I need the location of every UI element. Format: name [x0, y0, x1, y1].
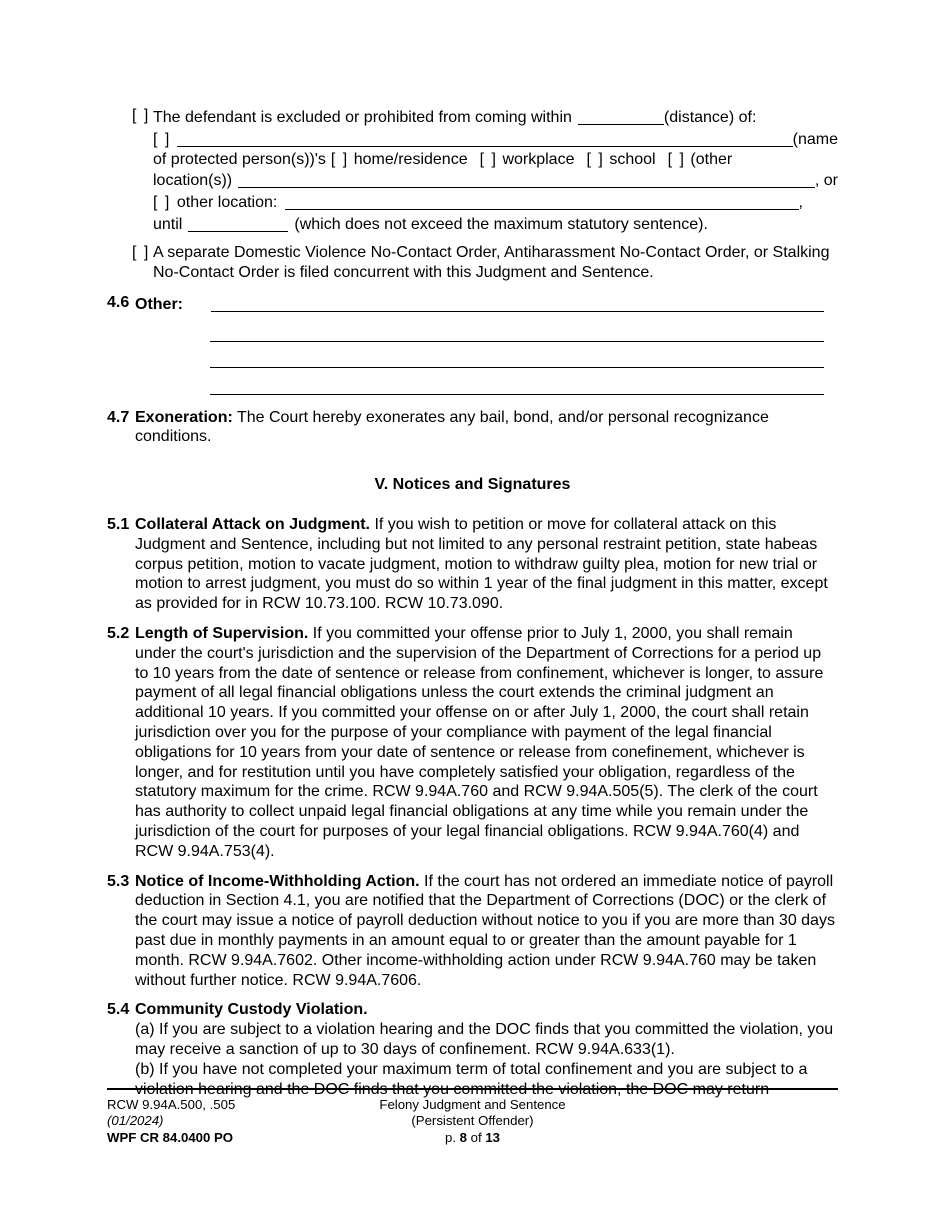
- protected-person-name-blank-field[interactable]: [177, 131, 793, 147]
- other-location-blank-field[interactable]: [285, 194, 798, 210]
- section-label: Community Custody Violation.: [135, 1001, 368, 1019]
- other-blank-field[interactable]: [210, 342, 824, 369]
- exclusion-line-1: [153, 106, 838, 128]
- other-blank-field[interactable]: [211, 296, 824, 312]
- page-of: of: [470, 1129, 482, 1145]
- clause-text: (name: [792, 130, 838, 148]
- clause-text: of protected person(s))'s: [153, 150, 326, 168]
- other-label-line: [135, 293, 838, 315]
- checkbox[interactable]: [ ]: [479, 150, 498, 168]
- footer-form-number: WPF CR 84.0400 PO: [107, 1129, 234, 1145]
- section-label: Length of Supervision.: [135, 625, 309, 643]
- section-5-3-income-withholding: [107, 872, 838, 991]
- checkbox[interactable]: [ ]: [153, 194, 171, 212]
- checkbox[interactable]: [ ]: [132, 107, 150, 124]
- footer-rcw-citation: RCW 9.94A.500, .505: [107, 1097, 236, 1112]
- paragraph-b: (b) If you have not completed your maximum term of total confinement and you are subject to a violation hearing and the DOC finds that you committed the violation, the DOC may return: [135, 1060, 808, 1098]
- clause-text: , or: [814, 172, 838, 190]
- page-number: 8: [459, 1129, 467, 1145]
- section-text: The Court hereby exonerates any bail, bond, and/or personal recognizance conditions.: [135, 408, 769, 446]
- paragraph-a: (a) If you are subject to a violation hearing and the DOC finds that you committed the violation, you may receive a sanction of up to 30 days of confinement. RCW 9.94A.633(1).: [135, 1021, 834, 1058]
- checkbox[interactable]: [ ]: [667, 150, 686, 168]
- section-number: 5.2: [107, 625, 130, 643]
- option-workplace: workplace: [502, 150, 575, 168]
- section-5-1-collateral-attack: [107, 515, 838, 614]
- exclusion-line-5: [153, 191, 803, 213]
- clause-text: location(s)): [153, 172, 233, 190]
- checkbox[interactable]: [ ]: [586, 150, 605, 168]
- section-text: If you committed your offense prior to July 1, 2000, you shall remain under the court's jurisdiction and the supervision of the Department of Corrections for a period up to 10 years from the date of sentence or release from confinement, whichever is longer, to assure payment of all legal financial obligations unless the court extends the criminal judgment an additional 10 years. If you committed your offense on or after July 1, 2000, the court shall retain jurisdiction over you for the purpose of your compliance with payment of the legal financial obligations for 10 years from your date of sentence or release from conefinement, whichever is longer, and for restitution until you have completely satisfied your obligation, regardless of the statutory maximum for the crime. RCW 9.94A.760 and RCW 9.94A.505(5). The clerk of the court has authority to collect unpaid legal financial obligations at any time while you remain under the jurisdiction of the court for purposes of your legal financial obligations. RCW 9.94A.760(4) and RCW 9.94A.753(4).: [135, 625, 824, 860]
- footer-citation-block: [107, 1097, 838, 1146]
- distance-blank-field[interactable]: [578, 109, 664, 125]
- clause-exclusion-zone: [132, 106, 838, 235]
- page-footer: [107, 1088, 838, 1146]
- clause-text: (distance) of:: [663, 109, 757, 126]
- exclusion-line-3: [153, 150, 838, 170]
- exclusion-line-6: [153, 213, 838, 235]
- section-4-6-other: [107, 293, 838, 394]
- section-v-heading: V. Notices and Signatures: [374, 476, 571, 494]
- other-blank-field[interactable]: [210, 315, 824, 342]
- section-number: 5.4: [107, 1001, 130, 1019]
- footer-document-subtitle: (Persistent Offender): [411, 1113, 534, 1129]
- section-label: Exoneration:: [135, 408, 233, 426]
- section-label: Collateral Attack on Judgment.: [135, 516, 370, 534]
- option-school: school: [609, 150, 656, 168]
- section-5-4-community-custody-violation: [107, 1000, 838, 1099]
- checkbox[interactable]: [ ]: [153, 130, 171, 148]
- option-home-residence: home/residence: [353, 150, 468, 168]
- section-text: If the court has not ordered an immediate notice of payroll deduction in Section 4.1, you are notified that the Department of Corrections (DOC) or the clerk of the court may issue a notice of payroll deduction without notice to you if you are more than 30 days past due in monthly payments in an amount equal to or greater than the amount payable for 1 month. RCW 9.94A.7602. Other income-withholding action under RCW 9.94A.760 may be taken without further notice. RCW 9.94A.7606.: [135, 872, 835, 989]
- footer-document-title: Felony Judgment and Sentence: [379, 1097, 566, 1112]
- clause-text: (which does not exceed the maximum statutory sentence).: [294, 215, 708, 233]
- section-label: Notice of Income-Withholding Action.: [135, 872, 420, 890]
- section-label: Other:: [135, 296, 183, 314]
- section-number: 4.6: [107, 294, 130, 312]
- section-label-line: [135, 1000, 838, 1020]
- clause-text: ,: [798, 194, 803, 212]
- section-number: 4.7: [107, 408, 130, 426]
- page-prefix: p.: [444, 1129, 456, 1145]
- option-other-location: (other: [690, 150, 733, 168]
- exclusion-line-2: [153, 128, 838, 150]
- clause-text: other location:: [176, 194, 278, 212]
- checkbox[interactable]: [ ]: [330, 150, 349, 168]
- other-locations-blank-field[interactable]: [238, 172, 815, 188]
- footer-revision-date: (01/2024): [107, 1113, 164, 1129]
- section-4-7-exoneration: [107, 408, 838, 448]
- section-text: If you wish to petition or move for collateral attack on this Judgment and Sentence, including but not limited to any personal restraint petition, state habeas corpus petition, motion to vacate judgment, motion to withdraw guilty plea, motion for new trial or motion to arrest judgment, you must do so within 1 year of the final judgment in this matter, except as provided for in RCW 10.73.100. RCW 10.73.090.: [135, 516, 828, 613]
- clause-text: A separate Domestic Violence No-Contact Order, Antiharassment No-Contact Order, or Stalking No-Contact Order is filed concurrent with this Judgment and Sentence.: [153, 243, 830, 281]
- clause-text: until: [153, 215, 183, 233]
- clause-text: The defendant is excluded or prohibited from coming within: [153, 109, 572, 126]
- until-date-blank-field[interactable]: [188, 216, 288, 232]
- section-5-2-length-of-supervision: [107, 624, 838, 862]
- clause-separate-no-contact-order: [132, 243, 838, 283]
- section-number: 5.3: [107, 872, 130, 890]
- exclusion-line-4: [153, 169, 838, 191]
- page-total: 13: [485, 1129, 501, 1145]
- other-blank-field[interactable]: [210, 368, 824, 395]
- checkbox[interactable]: [ ]: [132, 243, 150, 261]
- page-content: [107, 106, 838, 1099]
- section-number: 5.1: [107, 516, 130, 534]
